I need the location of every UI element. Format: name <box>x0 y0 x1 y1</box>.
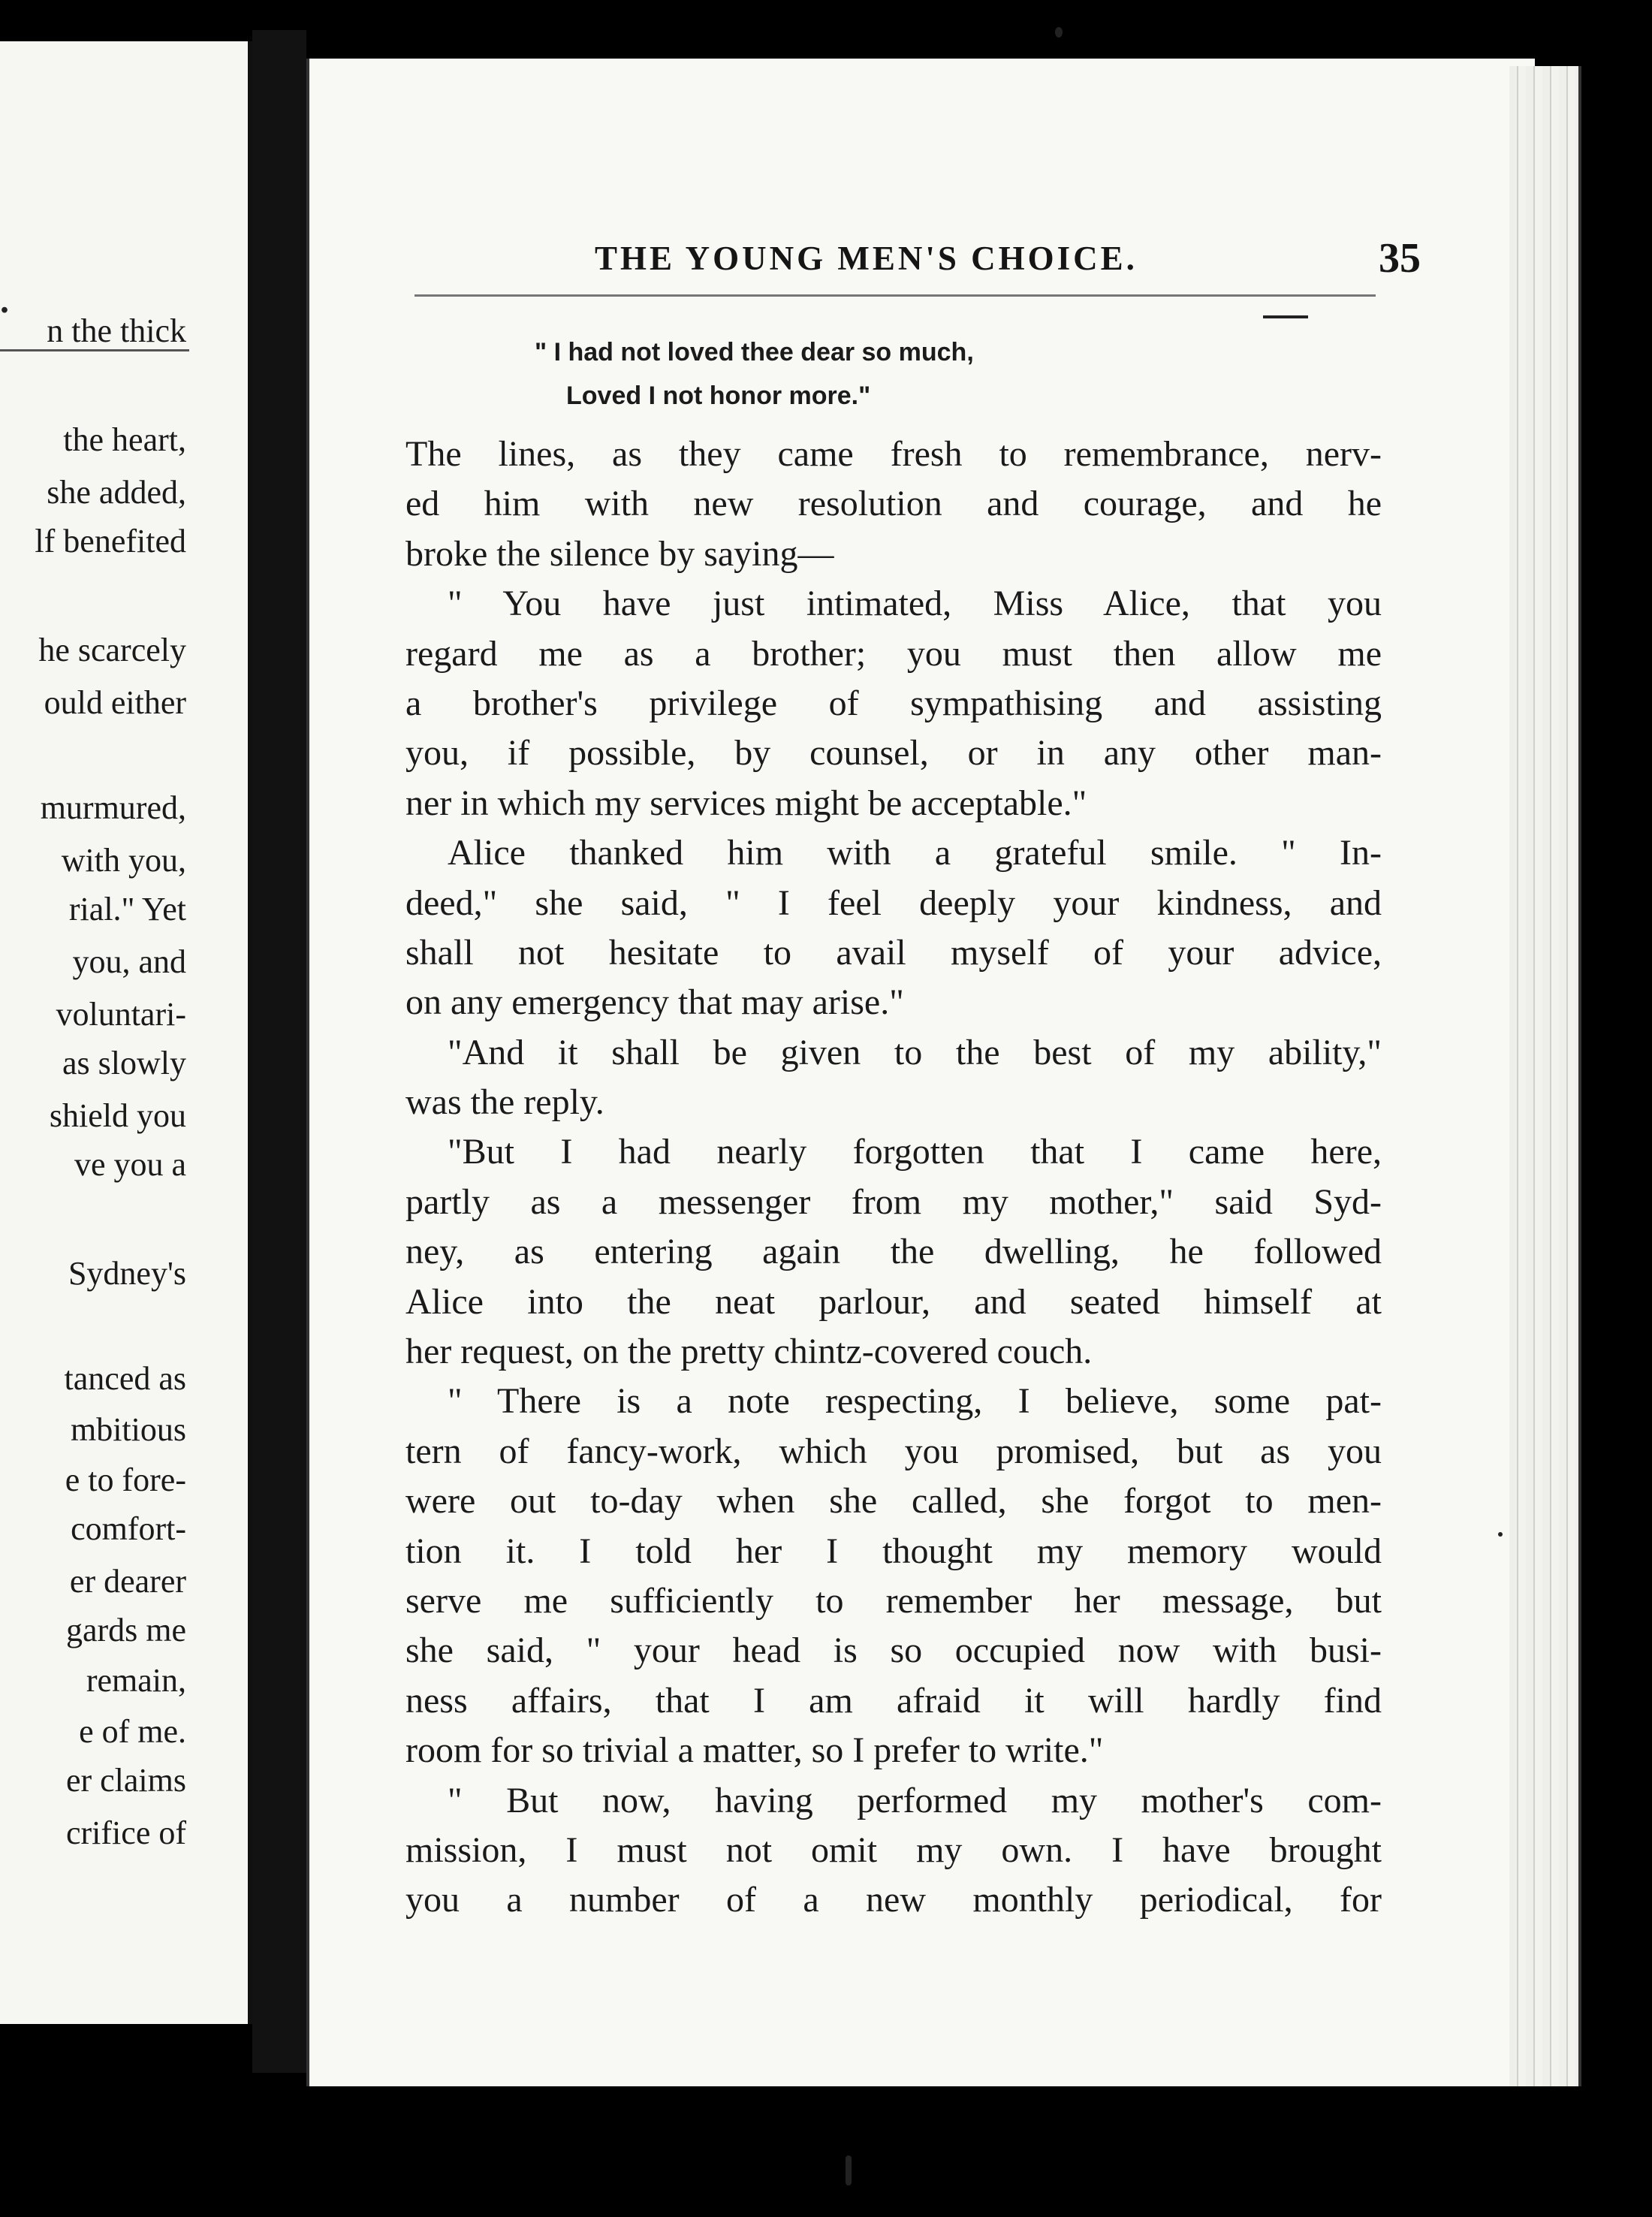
header-rule-mark <box>1263 315 1308 318</box>
scan-speck <box>1055 27 1063 38</box>
previous-page-line: remain, <box>86 1662 186 1699</box>
previous-page-line: er dearer <box>69 1563 186 1600</box>
scan-speck <box>846 2155 852 2185</box>
previous-page-line: voluntari- <box>56 996 186 1033</box>
body-line: was the reply. <box>405 1082 604 1123</box>
body-line: on any emergency that may arise." <box>405 982 904 1023</box>
previous-page-line: lf benefited <box>35 523 186 560</box>
body-line: you a number of a new monthly periodical, for <box>405 1880 1382 1920</box>
previous-page-line: rial." Yet <box>68 891 186 928</box>
body-line: ney, as entering again the dwelling, he followed <box>405 1232 1382 1272</box>
running-head-title: THE YOUNG MEN'S CHOICE. <box>595 240 1138 277</box>
previous-page-line: he scarcely <box>38 632 186 668</box>
epigraph <box>535 330 1210 418</box>
body-line: a brother's privilege of sympathising and assisting <box>405 683 1382 723</box>
body-line: she said, " your head is so occupied now with busi- <box>405 1630 1382 1671</box>
body-line: deed," she said, " I feel deeply your kindness, and <box>405 882 1382 923</box>
body-line: room for so trivial a matter, so I prefer to write." <box>405 1730 1104 1771</box>
previous-page-line: Sydney's <box>68 1255 186 1292</box>
body-line: ed him with new resolution and courage, and he <box>405 484 1382 524</box>
previous-page-line: tanced as <box>64 1360 186 1397</box>
previous-page-line: gards me <box>65 1612 186 1648</box>
previous-page-line: as slowly <box>62 1045 186 1081</box>
body-line: ness affairs, that I am afraid it will hardly find <box>405 1680 1382 1721</box>
body-line: "And it shall be given to the best of my ability," <box>448 1032 1382 1072</box>
previous-page-line: the heart, <box>63 421 186 458</box>
body-text <box>405 430 1382 1926</box>
running-head <box>595 235 1421 291</box>
body-line: regard me as a brother; you must then allow me <box>405 633 1382 674</box>
body-line: tern of fancy-work, which you promised, but as you <box>405 1431 1382 1471</box>
previous-page-line: comfort- <box>71 1510 186 1547</box>
previous-page-line: crifice of <box>66 1814 186 1851</box>
previous-page-line: murmured, <box>40 789 186 826</box>
body-line: " But now, having performed my mother's com- <box>448 1780 1382 1820</box>
previous-page-line: n the thick <box>47 312 186 349</box>
previous-page-header-fragment: . <box>0 281 9 321</box>
body-line: " There is a note respecting, I believe, some pat- <box>448 1381 1382 1422</box>
body-line: mission, I must not omit my own. I have brought <box>405 1829 1382 1870</box>
header-rule <box>415 294 1376 297</box>
body-line: broke the silence by saying— <box>405 533 834 574</box>
epigraph-line: " I had not loved thee dear so much, <box>535 338 974 366</box>
book-gutter <box>252 30 306 2073</box>
previous-page-line: with you, <box>61 842 186 879</box>
body-line: her request, on the pretty chintz-covered couch. <box>405 1332 1093 1372</box>
body-line: shall not hesitate to avail myself of your advice, <box>405 932 1382 973</box>
previous-page-line: ve you a <box>74 1146 186 1183</box>
body-line: "But I had nearly forgotten that I came here, <box>448 1132 1382 1172</box>
body-line: serve me sufficiently to remember her message, but <box>405 1580 1382 1621</box>
page-number: 35 <box>1379 235 1421 282</box>
book-page <box>306 59 1535 2086</box>
body-line: you, if possible, by counsel, or in any other man- <box>405 733 1382 774</box>
body-line: partly as a messenger from my mother," said Syd- <box>405 1181 1382 1222</box>
body-line: tion it. I told her I thought my memory would <box>405 1531 1382 1571</box>
body-line: " You have just intimated, Miss Alice, that you <box>448 584 1382 624</box>
previous-page-line: ould either <box>44 684 186 721</box>
previous-page-line: you, and <box>72 943 186 980</box>
body-line: ner in which my services might be acceptable." <box>405 783 1087 823</box>
epigraph-line: Loved I not honor more." <box>566 382 871 410</box>
body-line: The lines, as they came fresh to remembrance, nerv- <box>405 434 1382 474</box>
scan-speck <box>1498 1532 1503 1537</box>
previous-page-line: er claims <box>65 1762 186 1799</box>
previous-page-line: she added, <box>47 474 186 511</box>
previous-page-line: shield you <box>49 1097 186 1134</box>
body-line: Alice into the neat parlour, and seated himself at <box>405 1281 1382 1322</box>
previous-page-line: e to fore- <box>65 1461 186 1498</box>
page-stack-edge <box>1509 66 1581 2086</box>
body-line: were out to-day when she called, she forgot to men- <box>405 1481 1382 1522</box>
body-line: Alice thanked him with a grateful smile. " In- <box>448 833 1382 873</box>
previous-page-line: mbitious <box>70 1411 186 1448</box>
previous-page-line: e of me. <box>79 1713 186 1750</box>
previous-page <box>0 41 252 2024</box>
